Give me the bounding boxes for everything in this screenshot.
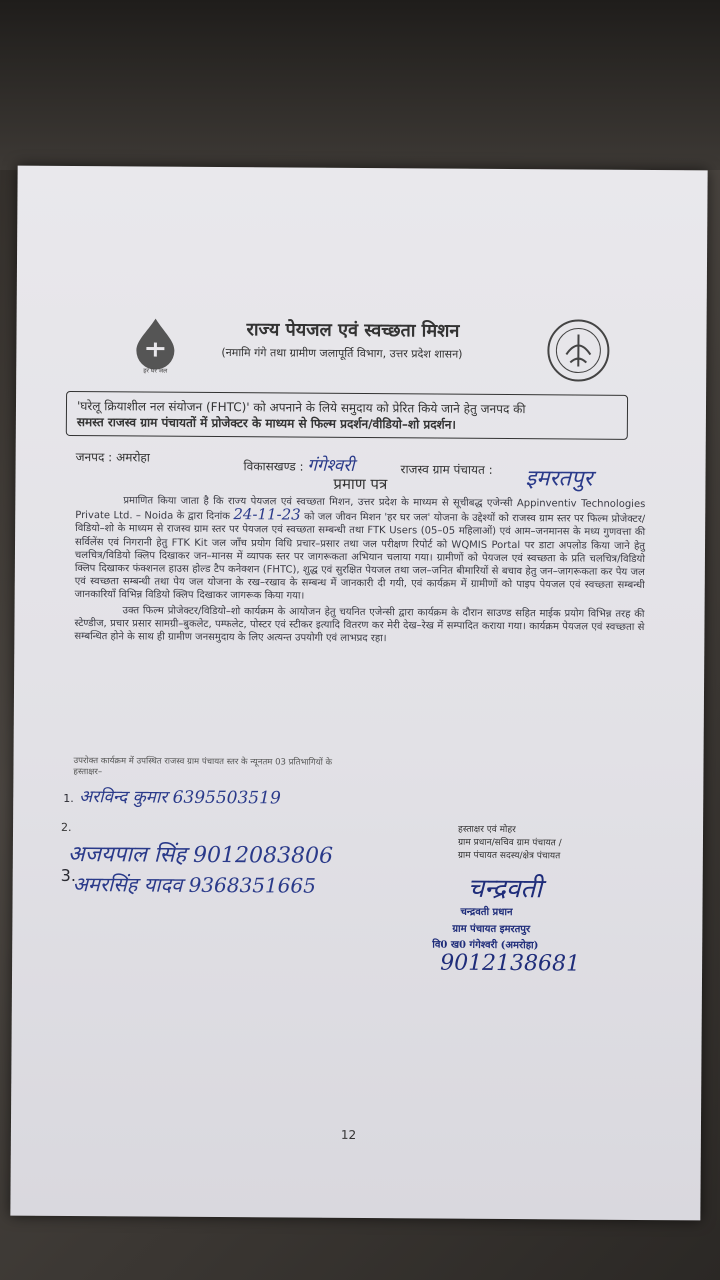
har-ghar-jal-logo-icon (124, 314, 186, 374)
panchayat-value: इमरतपुर (525, 466, 593, 492)
block-value: गंगेश्वरी (307, 455, 355, 476)
participant-2-line (61, 816, 391, 837)
participant-3: अमरसिंह यादव 9368351665 (72, 872, 316, 898)
mission-title: राज्य पेयजल एवं स्वच्छता मिशन (246, 319, 460, 342)
svg-text:हर घर जल: हर घर जल (143, 367, 168, 375)
banner-line-1: 'घरेलू क्रियाशील नल संयोजन (FHTC)' को अपनाने के लिये समुदाय को प्रेरित किये जाने हेतु जनपद की (76, 399, 526, 417)
participant-num: 1. (63, 791, 74, 806)
signature-labels (458, 824, 562, 864)
intro-line-2: हस्ताक्षर– (73, 767, 103, 778)
sign-label-1: हस्ताक्षर एवं मोहर (458, 824, 516, 836)
stamp-line-1: चन्द्रवती प्रधान (460, 906, 513, 919)
program-banner (66, 391, 628, 440)
panchayat-label: राजस्व ग्राम पंचायत : (400, 462, 493, 477)
sign-label-3: ग्राम पंचायत सदस्य/क्षेत्र पंचायत (457, 850, 561, 862)
event-date: 24-11-23 (233, 505, 301, 524)
para2: उक्त फिल्म प्रोजेक्टर/विडियो–शो कार्यक्रम के आयोजन हेतु चयनित एजेन्सी द्वारा कार्यक्रम के दौरान साउण्ड सहित माईक प्रयोग विभिन्न तरह की स्टेण्डीज, प्रचार प्रसार सामग्री–बुकलेट, पम्फलेट, पोस्टर एवं स्टीकर इत्यादि वितरण कर मेरी देख–रेख में सम्पादित कराया गया। कार्यक्रम पेयजल एवं स्वच्छता से सम्बन्धित होने के साथ ही ग्रामीण जनसमुदाय के लिए अत्यन्त उपयोगी एवं लाभप्रद रहा। (74, 604, 645, 645)
page-number: 12 (340, 1127, 357, 1142)
certificate-heading: प्रमाण पत्र (333, 474, 388, 494)
pradhan-phone: 9012138681 (440, 950, 581, 977)
para1-end: को जल जीवन मिशन 'हर घर जल' योजना के उद्देश्यों को राजस्व ग्राम स्तर पर फिल्म प्रोजेक्टर/विडियो–शो के माध्यम से राजस्व ग्राम स्तर पर पेयजल एवं स्वच्छता सम्बन्धी तथा FTK Users (05–05 महिलाओं) एवं आम–जनमानस के मध्य गुणवत्ता की सर्विलेंस एवं निगरानी हेतु FTK Kit जल जाँच प्रयोग विधि प्रचार–प्रसार तथा जल परीक्षण रिपोर्ट को WQMIS Portal पर डाटा अपलोड किया जाने हेतु चलचित्र/विडियो क्लिप दिखाकर जन–मानस में व्यापक स्तर पर जागरूकता अभियान चलाया गया। ग्रामीणों को पेयजल एवं स्वच्छता के प्रति चलचित्र/विडियो क्लिप दिखाकर फंक्शनल हाउस होल्ड टैप कनेक्शन (FHTC), शुद्ध एवं सुरक्षित पेयजल तथा जल–जनित बीमारियों से बचाव हेतु जन–जागरूकता कर पेय जल एवं स्वच्छता सम्बन्धी तथा पेय जल योजना के रख–रखाव के सम्बन्ध में जानकारी दी गयी, एवं कार्यक्रम में ग्रामीणों को पाइप पेयजल एवं स्वच्छता सम्बन्धी जानकारियाँ विभिन्न विडियो क्लिप दिखाकर जागरूक किया गया। (74, 511, 646, 603)
background-top (0, 0, 720, 170)
participant-3-num: 3. (60, 865, 77, 886)
block-label: विकासखण्ड : (243, 459, 304, 474)
participants-intro (73, 756, 373, 780)
pradhan-signature: चन्द्रवती (467, 873, 543, 905)
document-page (10, 166, 707, 1221)
certificate-body (74, 494, 645, 649)
mission-subtitle: (नमामि गंगे तथा ग्रामीण जलापूर्ति विभाग, उत्तर प्रदेश शासन) (221, 346, 463, 361)
intro-line-1: उपरोक्त कार्यक्रम में उपस्थित राजस्व ग्राम पंचायत स्तर के न्यूनतम 03 प्रतिभागियों के (73, 756, 333, 768)
participant-num: 2. (61, 820, 72, 834)
district-value: अमरोहा (116, 450, 150, 465)
participant-2: अजयपाल सिंह 9012083806 (67, 841, 334, 869)
district-label: जनपद : (75, 450, 113, 465)
district-field (76, 448, 150, 466)
block-field (244, 452, 355, 476)
stamp-line-2: ग्राम पंचायत इमरतपुर (452, 923, 531, 936)
sign-label-2: ग्राम प्रधान/सचिव ग्राम पंचायत / (457, 837, 562, 849)
banner-line-2: समस्त राजस्व ग्राम पंचायतों में प्रोजेक्टर के माध्यम से फिल्म प्रदर्शन/वीडियो–शो प्रदर्शन। (76, 415, 457, 432)
stamp-line-3: वि0 ख0 गंगेश्वरी (अमरोहा) (432, 939, 539, 952)
participant-signature: अरविन्द कुमार 6395503519 (79, 787, 281, 809)
para1-start: प्रमाणित किया जाता है कि राज्य पेयजल एवं स्वच्छता मिशन, उत्तर प्रदेश के माध्यम से सूचीबद्ध एजेन्सी Appinventiv Technologies Private Ltd. – Noida के द्वारा दिनांक (75, 495, 646, 523)
participant-1 (63, 784, 383, 809)
up-government-seal-icon (544, 314, 613, 386)
